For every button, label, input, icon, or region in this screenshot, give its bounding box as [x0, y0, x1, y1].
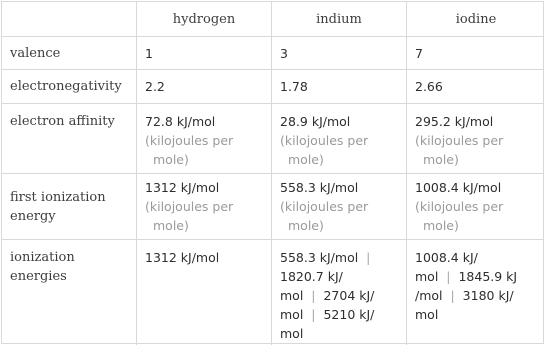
cell-value: 3 [280, 45, 288, 61]
row-label-text: energy [10, 208, 56, 224]
cell-value: 28.9 [280, 114, 308, 129]
cell-indium-electronegativity [272, 70, 407, 103]
row-label-text: valence [10, 45, 61, 61]
header-indium-label: indium [316, 11, 362, 27]
table-row-electronegativity [2, 70, 543, 104]
cell-value: 7 [415, 45, 423, 61]
unit-note: (kilojoules per [145, 133, 234, 148]
cell-value: 2704 kJ/ [323, 288, 375, 303]
header-row [2, 2, 543, 37]
cell-value: 1008.4 [415, 180, 459, 195]
cell-unit: kJ/mol [319, 180, 359, 195]
cell-value: /mol [415, 288, 443, 303]
unit-note: mole) [153, 152, 189, 167]
table-row-valence [2, 37, 543, 70]
cell-value: mol [280, 326, 304, 341]
cell-indium-first-ionization [272, 174, 407, 239]
cell-value: 1312 [145, 180, 177, 195]
value-separator: | [311, 307, 316, 322]
cell-unit: kJ/mol [176, 114, 216, 129]
value-separator: | [450, 288, 455, 303]
row-label-ionization-energies [2, 240, 137, 345]
unit-note: (kilojoules per [280, 199, 369, 214]
row-label-text: energies [10, 269, 67, 284]
cell-indium-valence [272, 37, 407, 69]
cell-value: 5210 kJ/ [323, 307, 375, 322]
cell-hydrogen-first-ionization [137, 174, 272, 239]
value-separator: | [311, 288, 316, 303]
cell-value: 1820.7 kJ/ [280, 269, 343, 284]
value-separator: | [446, 269, 451, 284]
cell-value: 558.3 [280, 180, 316, 195]
cell-iodine-ionization-energies [407, 240, 545, 345]
cell-value: 2.2 [145, 79, 165, 94]
cell-value: 558.3 kJ/mol [280, 250, 359, 265]
cell-value: mol [280, 307, 304, 322]
row-label-text: first ionization [10, 189, 106, 205]
unit-note: (kilojoules per [415, 199, 504, 214]
cell-indium-electron-affinity [272, 104, 407, 173]
cell-hydrogen-electronegativity [137, 70, 272, 103]
cell-unit: kJ/mol [180, 180, 220, 195]
header-indium [272, 2, 407, 36]
cell-iodine-electronegativity [407, 70, 545, 103]
unit-note: mole) [288, 152, 324, 167]
element-properties-table [1, 1, 544, 344]
table-row-first-ionization-energy [2, 174, 543, 240]
header-iodine [407, 2, 545, 36]
row-label-electronegativity [2, 70, 137, 103]
cell-value: 3180 kJ/ [462, 288, 514, 303]
header-empty-cell [2, 2, 137, 36]
cell-iodine-valence [407, 37, 545, 69]
cell-value: 72.8 [145, 114, 173, 129]
cell-unit: kJ/mol [462, 180, 502, 195]
cell-hydrogen-valence [137, 37, 272, 69]
header-hydrogen [137, 2, 272, 36]
cell-unit: kJ/mol [454, 114, 494, 129]
row-label-first-ionization-energy [2, 174, 137, 239]
header-hydrogen-label: hydrogen [172, 11, 236, 27]
cell-indium-ionization-energies [272, 240, 407, 345]
unit-note: (kilojoules per [280, 133, 369, 148]
row-label-text: ionization [10, 250, 75, 265]
cell-hydrogen-ionization-energies [137, 240, 272, 345]
row-label-text: electron affinity [10, 114, 115, 129]
unit-note: mole) [423, 218, 459, 233]
cell-value: 295.2 [415, 114, 451, 129]
cell-value: 1008.4 kJ/ [415, 250, 478, 265]
cell-value: 1312 kJ/mol [145, 250, 220, 265]
cell-value: 1 [145, 45, 153, 61]
unit-note: (kilojoules per [145, 199, 234, 214]
cell-hydrogen-electron-affinity [137, 104, 272, 173]
unit-note: (kilojoules per [415, 133, 504, 148]
cell-value: mol [415, 307, 439, 322]
cell-iodine-first-ionization [407, 174, 545, 239]
row-label-electron-affinity [2, 104, 137, 173]
table-row-electron-affinity [2, 104, 543, 174]
header-iodine-label: iodine [455, 11, 497, 27]
cell-unit: kJ/mol [311, 114, 351, 129]
row-label-valence [2, 37, 137, 69]
row-label-text: electronegativity [10, 79, 122, 94]
cell-iodine-electron-affinity [407, 104, 545, 173]
cell-value: mol [415, 269, 439, 284]
table-row-ionization-energies [2, 240, 543, 345]
cell-value: 2.66 [415, 79, 443, 94]
unit-note: mole) [288, 218, 324, 233]
cell-value: 1.78 [280, 79, 308, 94]
cell-value: mol [280, 288, 304, 303]
cell-value: 1845.9 kJ [458, 269, 518, 284]
value-separator: | [366, 250, 371, 265]
unit-note: mole) [153, 218, 189, 233]
unit-note: mole) [423, 152, 459, 167]
